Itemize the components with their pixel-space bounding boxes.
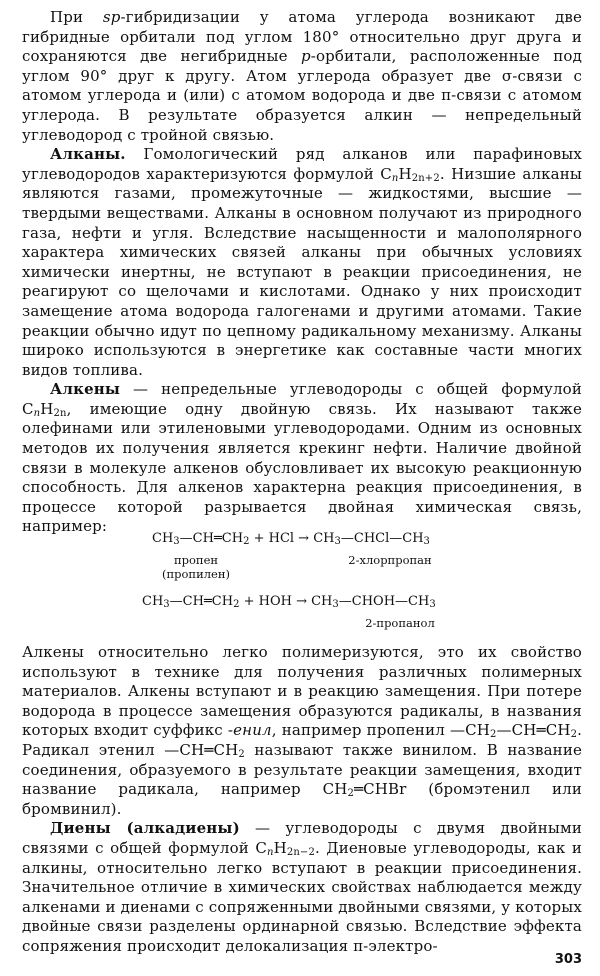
page-number: 303 xyxy=(554,952,582,967)
paragraph-alkanes: Алканы. Гомологический ряд алканов или парафиновых углеводородов характеризуются формулой $C_nH_{2n+2}$. Низшие алканы являются газами, промежуточные — жидкостями, высшие — твердыми веществами. Алканы в основном получают из природного газа, нефти и угля. Вследствие насыщенности и малополярного характера химических связей алканы при обычных условиях химически инертны, не вступают в реакции присоединения, не реагируют со щелочами и кислотами. Однако у них происходит замещение атома водорода галогенами и другими атомами. Такие реакции обычно идут по цепному радикальному механизму. Алканы широко используются в энергетике как составные части многих видов топлива. xyxy=(22,145,582,379)
paragraph-polymerization: Алкены относительно легко полимеризуются, это их свойство используют в технике для получения различных полимерных материалов. Алкены вступают и в реакцию замещения. При потере водорода в процессе замещения образуются радикалы, в названия которых входит суффикс -енил, например пропенил $—CH_2—CH═CH_2$. Радикал этенил $—CH═CH_2$ называют также винилом. В название соединения, образуемого в результате реакции замещения, входит название радикала, например $CH_2═CHBr$ (бромэтенил или бромвинил). xyxy=(22,643,583,818)
reaction-water-addition: $CH_3—CH═CH_2$ + HOH → $CH_3—CHOH—CH_3$ xyxy=(142,594,436,610)
paragraph-hybridization: При sp-гибридизации у атома углерода возникают две гибридные орбитали под углом 180° относительно друг друга и сохраняются две негибридные p-орбитали, расположенные под углом 90° друг к другу. Атом углерода образует две σ-связи с атомом углерода и (или) с атомом водорода и две π-связи с атомом углерода. В результате образуется алкин — непредельный углеводород с тройной связью. xyxy=(22,8,582,144)
label-2-chloropropane: 2-хлорпропан xyxy=(348,553,432,567)
label-2-propanol: 2-пропанол xyxy=(365,616,435,630)
text-block-bottom xyxy=(22,643,582,957)
label-propene: пропен (пропилен) xyxy=(161,553,231,581)
reaction-hcl-addition: $CH_3—CH═CH_2$ + HCl → $CH_3—CHCl—CH_3$ xyxy=(152,531,430,547)
paragraph-alkenes: Алкены — непредельные углеводороды с общей формулой $C_nH_{2n}$, имеющие одну двойную связь. Их называют также олефинами или этиленовыми углеводородами. Одним из основных методов их получения является крекинг нефти. Наличие двойной связи в молекуле алкенов обусловливает их высокую реакционную способность. Для алкенов характерна реакция присоединения, в процессе которой разрывается двойная химическая связь, например: xyxy=(22,380,582,536)
text-block-top xyxy=(22,8,582,537)
paragraph-dienes: Диены (алкадиены) — углеводороды с двумя двойными связями с общей формулой $C_nH_{2n-2}$. Диеновые углеводороды, как и алкины, относительно легко вступают в реакции присоединения. Значительное отличие в химических свойствах наблюдается между алкенами и диенами с сопряженными двойными связями, у которых двойные связи разделены ординарной связью. Вследствие эффекта сопряжения происходит делокализация π-электро- xyxy=(22,819,582,955)
